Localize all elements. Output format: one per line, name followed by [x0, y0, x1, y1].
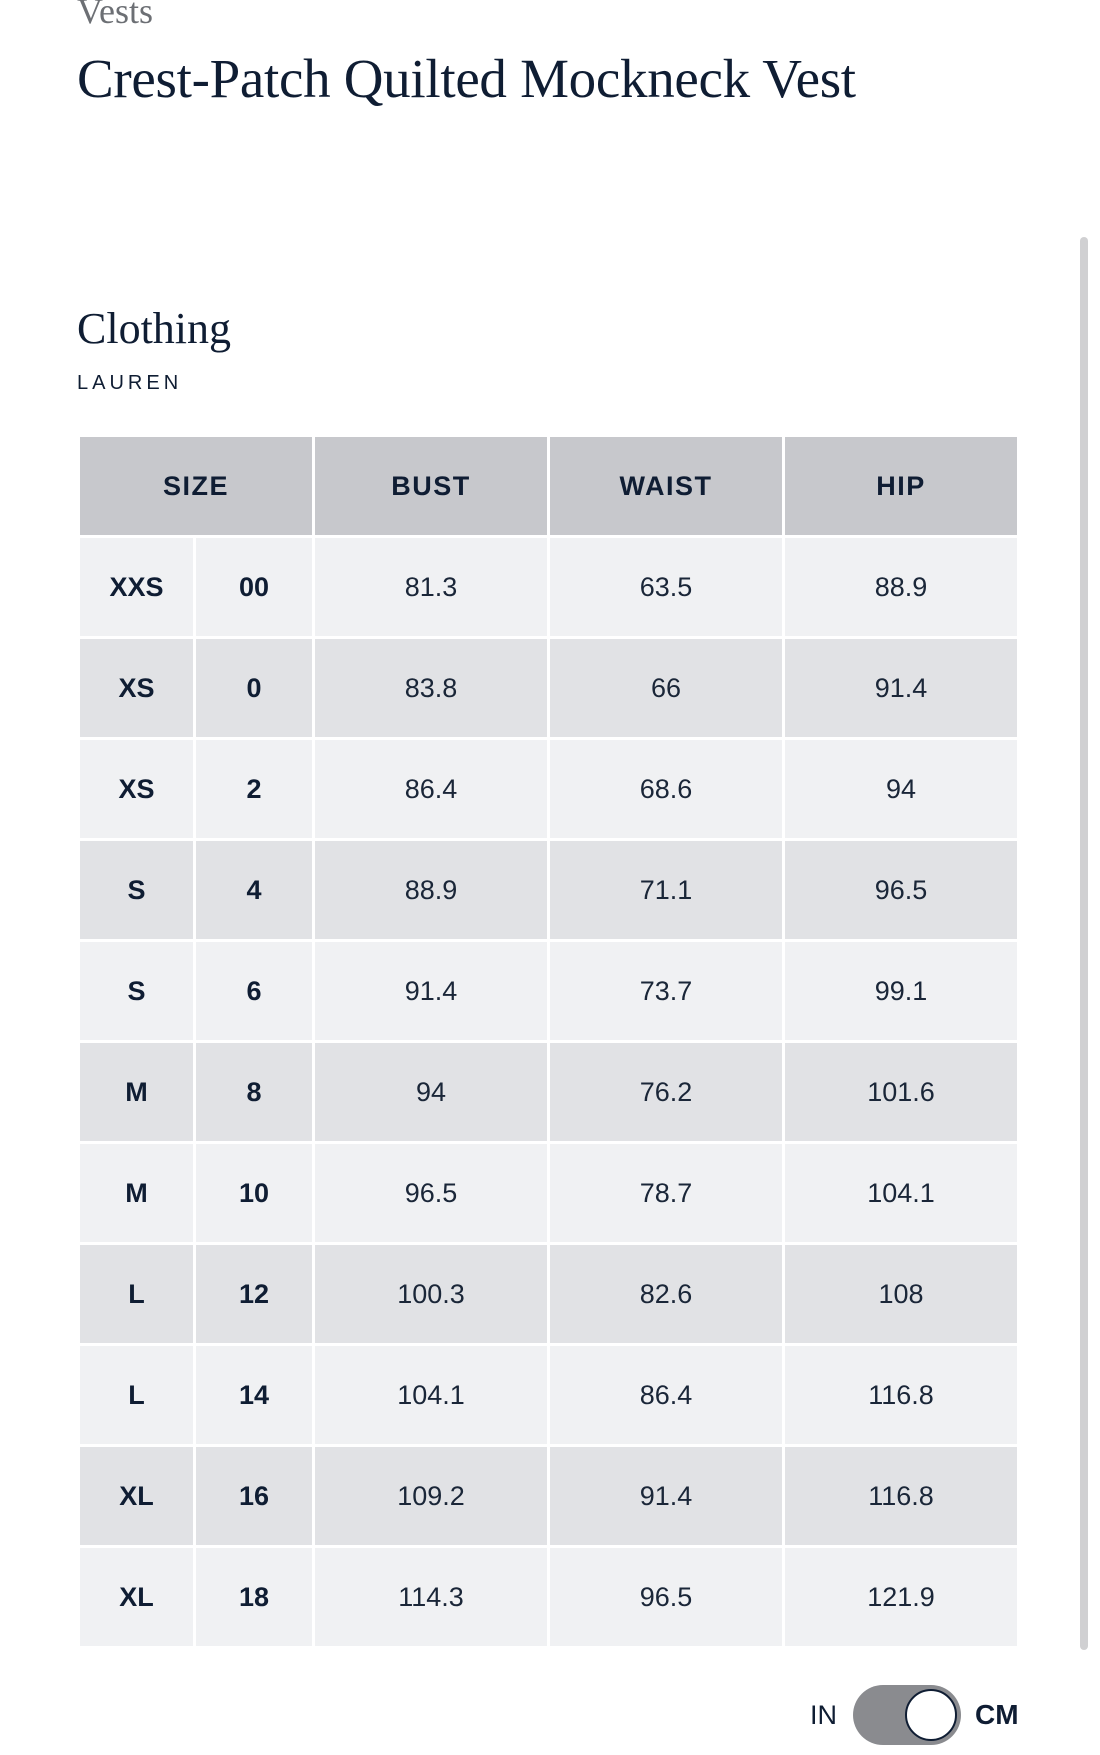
section-title: Clothing: [77, 304, 232, 353]
unit-switch[interactable]: [853, 1685, 961, 1745]
size-number-cell: 14: [195, 1345, 314, 1446]
size-number-cell: 0: [195, 638, 314, 739]
table-row: [79, 1143, 1019, 1244]
bust-cell: 109.2: [314, 1446, 549, 1547]
table-row: [79, 739, 1019, 840]
size-number-cell: 10: [195, 1143, 314, 1244]
waist-cell: 71.1: [549, 840, 784, 941]
unit-toggle[interactable]: [810, 1684, 1019, 1746]
table-header-row: [79, 436, 1019, 537]
table-row: [79, 1446, 1019, 1547]
size-number-cell: 16: [195, 1446, 314, 1547]
breadcrumb[interactable]: Vests: [77, 0, 154, 31]
size-letter-cell: L: [79, 1345, 195, 1446]
header-hip: HIP: [784, 436, 1019, 537]
bust-cell: 104.1: [314, 1345, 549, 1446]
unit-cm-label[interactable]: CM: [975, 1699, 1019, 1730]
waist-cell: 68.6: [549, 739, 784, 840]
size-number-cell: 12: [195, 1244, 314, 1345]
size-letter-cell: S: [79, 941, 195, 1042]
unit-in-label[interactable]: IN: [810, 1699, 837, 1730]
scrollbar[interactable]: [1080, 237, 1088, 1650]
size-letter-cell: S: [79, 840, 195, 941]
table-row: [79, 1547, 1019, 1648]
bust-cell: 114.3: [314, 1547, 549, 1648]
waist-cell: 63.5: [549, 537, 784, 638]
size-letter-cell: XS: [79, 739, 195, 840]
bust-cell: 83.8: [314, 638, 549, 739]
hip-cell: 116.8: [784, 1345, 1019, 1446]
hip-cell: 96.5: [784, 840, 1019, 941]
bust-cell: 94: [314, 1042, 549, 1143]
size-letter-cell: XS: [79, 638, 195, 739]
table-row: [79, 537, 1019, 638]
header-bust: BUST: [314, 436, 549, 537]
table-row: [79, 1042, 1019, 1143]
hip-cell: 104.1: [784, 1143, 1019, 1244]
hip-cell: 116.8: [784, 1446, 1019, 1547]
size-letter-cell: M: [79, 1143, 195, 1244]
table-row: [79, 941, 1019, 1042]
hip-cell: 91.4: [784, 638, 1019, 739]
bust-cell: 88.9: [314, 840, 549, 941]
waist-cell: 82.6: [549, 1244, 784, 1345]
size-letter-cell: M: [79, 1042, 195, 1143]
hip-cell: 94: [784, 739, 1019, 840]
size-letter-cell: XL: [79, 1547, 195, 1648]
size-number-cell: 4: [195, 840, 314, 941]
hip-cell: 88.9: [784, 537, 1019, 638]
header-size: SIZE: [79, 436, 314, 537]
table-row: [79, 1345, 1019, 1446]
bust-cell: 86.4: [314, 739, 549, 840]
waist-cell: 76.2: [549, 1042, 784, 1143]
waist-cell: 73.7: [549, 941, 784, 1042]
bust-cell: 96.5: [314, 1143, 549, 1244]
bust-cell: 100.3: [314, 1244, 549, 1345]
hip-cell: 108: [784, 1244, 1019, 1345]
waist-cell: 86.4: [549, 1345, 784, 1446]
hip-cell: 121.9: [784, 1547, 1019, 1648]
size-number-cell: 00: [195, 537, 314, 638]
table-row: [79, 1244, 1019, 1345]
table-row: [79, 638, 1019, 739]
waist-cell: 96.5: [549, 1547, 784, 1648]
size-number-cell: 8: [195, 1042, 314, 1143]
header-waist: WAIST: [549, 436, 784, 537]
bust-cell: 91.4: [314, 941, 549, 1042]
table-row: [79, 840, 1019, 941]
switch-knob[interactable]: [905, 1689, 957, 1741]
size-number-cell: 6: [195, 941, 314, 1042]
size-letter-cell: XL: [79, 1446, 195, 1547]
waist-cell: 78.7: [549, 1143, 784, 1244]
size-chart-table: [77, 434, 1020, 1649]
hip-cell: 101.6: [784, 1042, 1019, 1143]
brand-label: LAUREN: [77, 372, 183, 394]
bust-cell: 81.3: [314, 537, 549, 638]
hip-cell: 99.1: [784, 941, 1019, 1042]
size-letter-cell: XXS: [79, 537, 195, 638]
waist-cell: 91.4: [549, 1446, 784, 1547]
product-title: Crest-Patch Quilted Mockneck Vest: [77, 48, 856, 109]
size-number-cell: 2: [195, 739, 314, 840]
waist-cell: 66: [549, 638, 784, 739]
size-number-cell: 18: [195, 1547, 314, 1648]
size-letter-cell: L: [79, 1244, 195, 1345]
